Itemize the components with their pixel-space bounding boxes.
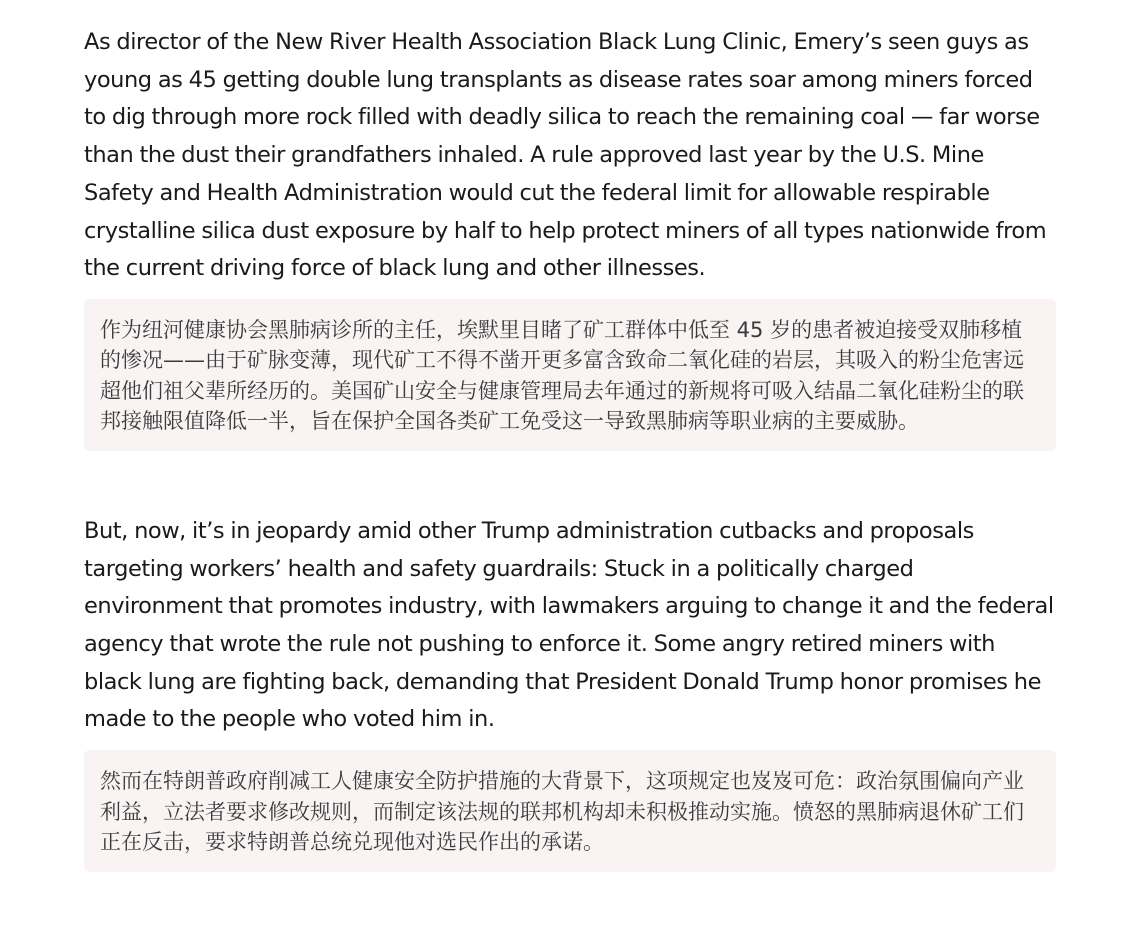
translation-box <box>84 299 1056 451</box>
paragraph-block <box>84 513 1056 872</box>
article-body <box>84 24 1056 872</box>
english-paragraph: But, now, it’s in jeopardy amid other Trump administration cutbacks and proposals targeting workers’ health and safety guardrails: Stuck in a politically charged environment that promotes industry, with lawmakers arguing to change it and the federal agency that wrote the rule not pushing to enforce it. Some angry retired miners with black lung are fighting back, demanding that President Donald Trump honor promises he made to the people who voted him in. <box>84 517 1054 733</box>
block-spacer <box>84 451 1056 513</box>
paragraph-block <box>84 24 1056 451</box>
chinese-translation: 然而在特朗普政府削减工人健康安全防护措施的大背景下，这项规定也岌岌可危：政治氛围偏向产业利益，立法者要求修改规则，而制定该法规的联邦机构却未积极推动实施。愤怒的黑肺病退休矿工们正在反击，要求特朗普总统兑现他对选民作出的承诺。 <box>100 769 1024 855</box>
chinese-translation: 作为纽河健康协会黑肺病诊所的主任，埃默里目睹了矿工群体中低至 45 岁的患者被迫接受双肺移植的惨况——由于矿脉变薄，现代矿工不得不凿开更多富含致命二氧化硅的岩层，其吸入的粉尘危害远超他们祖父辈所经历的。美国矿山安全与健康管理局去年通过的新规将可吸入结晶二氧化硅粉尘的联邦接触限值降低一半，旨在保护全国各类矿工免受这一导致黑肺病等职业病的主要威胁。 <box>100 317 1024 434</box>
translation-box <box>84 750 1056 872</box>
english-paragraph: As director of the New River Health Association Black Lung Clinic, Emery’s seen guys as young as 45 getting double lung transplants as disease rates soar among miners forced to dig through more rock filled with deadly silica to reach the remaining coal — far worse than the dust their grandfathers inhaled. A rule approved last year by the U.S. Mine Safety and Health Administration would cut the federal limit for allowable respirable crystalline silica dust exposure by half to help protect miners of all types nationwide from the current driving force of black lung and other illnesses. <box>84 29 1047 282</box>
